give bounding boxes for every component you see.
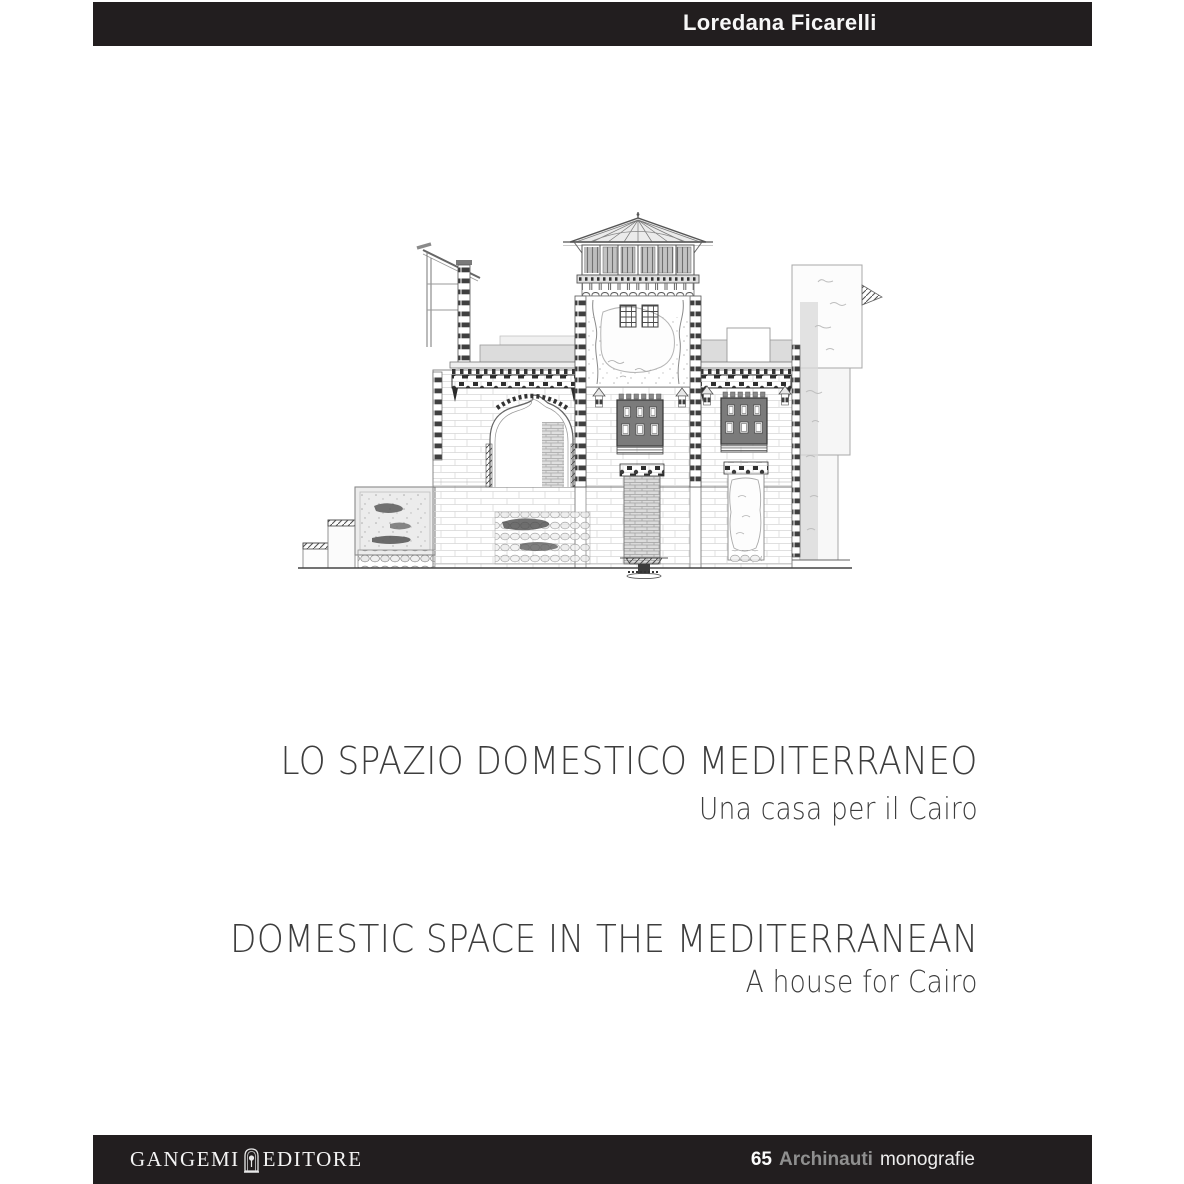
tower-quoins-left bbox=[575, 296, 586, 487]
arcade-band bbox=[582, 283, 694, 296]
tower-cornice bbox=[577, 275, 699, 283]
series-type: monografie bbox=[879, 1148, 975, 1170]
bottom-bar bbox=[93, 1135, 1092, 1184]
publisher-name-left: GANGEMI bbox=[130, 1147, 240, 1171]
subtitle-english: A house for Cairo bbox=[745, 965, 978, 1000]
series-number: 65 bbox=[750, 1148, 772, 1170]
stair-tower bbox=[417, 244, 480, 368]
series-label bbox=[751, 1135, 975, 1184]
top-bar bbox=[93, 2, 1092, 46]
publisher-logo bbox=[130, 1135, 363, 1184]
left-annex bbox=[303, 487, 435, 568]
title-italian: LO SPAZIO DOMESTICO MEDITERRANEO bbox=[280, 739, 978, 783]
subtitle-italian: Una casa per il Cairo bbox=[699, 792, 978, 827]
title-english: DOMESTIC SPACE IN THE MEDITERRANEAN bbox=[229, 917, 978, 961]
gangemi-emblem-icon bbox=[243, 1147, 260, 1173]
series-name: Archinauti bbox=[778, 1148, 873, 1170]
lantern-belvedere bbox=[582, 245, 694, 275]
author-name: Loredana Ficarelli bbox=[683, 9, 877, 35]
architecture-section-drawing bbox=[290, 212, 890, 590]
tower-shaft-interior bbox=[586, 296, 690, 387]
publisher-name-right: EDITORE bbox=[262, 1147, 363, 1171]
tower-quoins-right bbox=[690, 296, 701, 487]
background-wall-block bbox=[792, 265, 882, 560]
